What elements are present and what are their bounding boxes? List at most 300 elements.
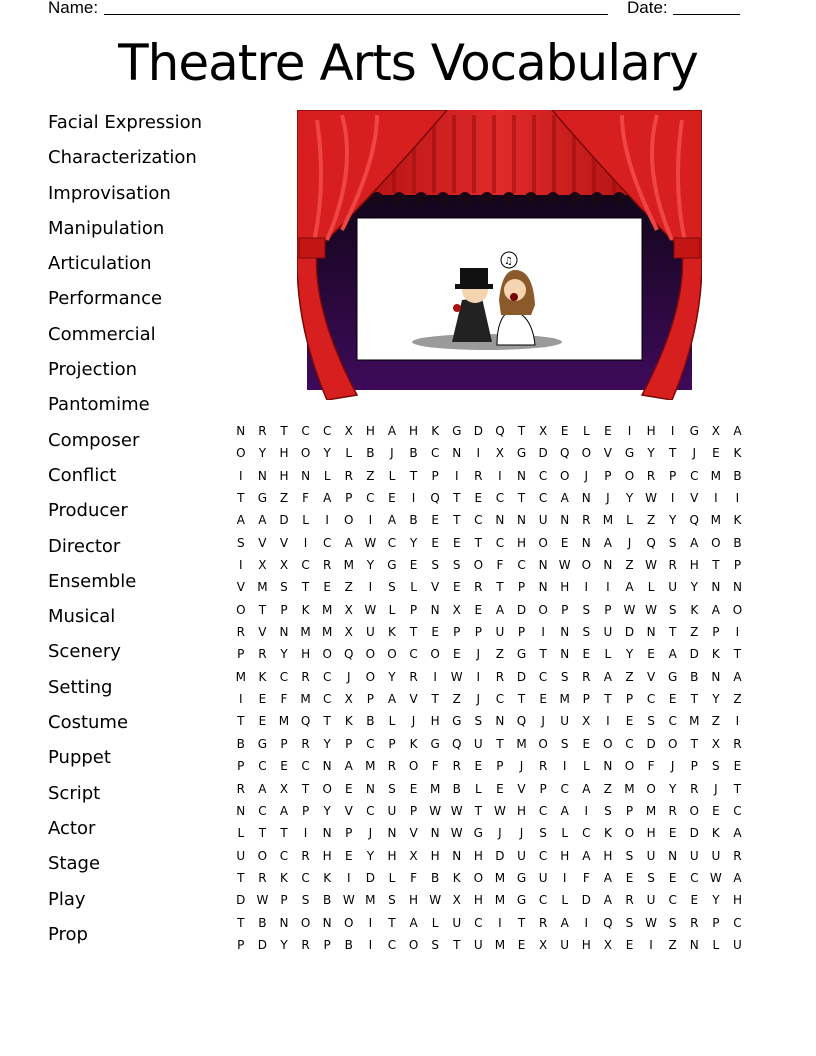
grid-cell[interactable]: I xyxy=(239,558,243,573)
grid-cell[interactable]: Y xyxy=(712,893,720,908)
grid-cell[interactable]: I xyxy=(368,915,373,930)
grid-cell[interactable]: S xyxy=(668,535,677,550)
grid-cell[interactable]: F xyxy=(431,759,439,774)
grid-cell[interactable]: E xyxy=(431,513,439,528)
grid-cell[interactable]: C xyxy=(495,535,505,550)
grid-cell[interactable]: C xyxy=(538,468,548,483)
grid-cell[interactable]: N xyxy=(279,625,289,640)
grid-cell[interactable]: I xyxy=(368,513,373,528)
grid-cell[interactable]: B xyxy=(366,714,375,729)
grid-cell[interactable]: Y xyxy=(409,535,418,550)
grid-cell[interactable]: T xyxy=(453,491,461,506)
grid-cell[interactable]: Y xyxy=(647,446,655,461)
grid-cell[interactable]: I xyxy=(368,580,373,595)
grid-cell[interactable]: X xyxy=(258,558,267,573)
grid-cell[interactable]: A xyxy=(603,669,612,684)
grid-cell[interactable]: L xyxy=(561,826,569,841)
grid-cell[interactable]: O xyxy=(430,647,440,662)
grid-cell[interactable]: S xyxy=(604,803,612,818)
grid-cell[interactable]: M xyxy=(559,692,570,707)
grid-cell[interactable]: O xyxy=(538,602,548,617)
grid-cell[interactable]: Z xyxy=(646,513,656,528)
grid-cell[interactable]: X xyxy=(711,424,720,438)
grid-cell[interactable]: O xyxy=(581,558,592,573)
grid-cell[interactable]: R xyxy=(538,759,548,774)
grid-cell[interactable]: T xyxy=(431,692,439,707)
grid-cell[interactable]: T xyxy=(517,915,526,930)
grid-cell[interactable]: A xyxy=(733,424,742,438)
grid-cell[interactable]: E xyxy=(344,848,353,863)
grid-cell[interactable]: R xyxy=(258,870,267,885)
grid-cell[interactable]: D xyxy=(516,669,527,684)
grid-cell[interactable]: G xyxy=(516,446,527,461)
grid-cell[interactable]: I xyxy=(433,669,437,684)
grid-cell[interactable]: A xyxy=(387,424,397,438)
grid-cell[interactable]: N xyxy=(452,446,462,461)
grid-cell[interactable]: G xyxy=(387,558,397,573)
grid-cell[interactable]: X xyxy=(344,625,353,640)
grid-cell[interactable]: U xyxy=(495,625,505,640)
grid-cell[interactable]: C xyxy=(668,893,677,908)
grid-cell[interactable]: E xyxy=(496,781,504,796)
grid-cell[interactable]: D xyxy=(473,424,483,438)
grid-cell[interactable]: C xyxy=(582,826,591,841)
grid-cell[interactable]: E xyxy=(712,803,720,818)
grid-cell[interactable]: E xyxy=(668,692,677,707)
grid-cell[interactable]: Y xyxy=(712,692,720,707)
grid-cell[interactable]: D xyxy=(279,513,289,528)
grid-cell[interactable]: J xyxy=(670,759,675,774)
grid-cell[interactable]: E xyxy=(474,491,483,506)
grid-cell[interactable]: C xyxy=(322,424,332,438)
grid-cell[interactable]: R xyxy=(733,848,742,863)
grid-cell[interactable]: X xyxy=(603,937,612,952)
grid-cell[interactable]: L xyxy=(323,468,331,483)
grid-cell[interactable]: R xyxy=(409,669,418,684)
grid-cell[interactable]: M xyxy=(343,558,354,573)
grid-cell[interactable]: K xyxy=(733,446,742,461)
grid-cell[interactable]: P xyxy=(496,759,504,774)
grid-cell[interactable]: Z xyxy=(452,692,461,707)
grid-cell[interactable]: H xyxy=(603,848,613,863)
grid-cell[interactable]: C xyxy=(538,669,548,684)
grid-cell[interactable]: C xyxy=(301,558,310,573)
grid-cell[interactable]: K xyxy=(733,513,742,528)
grid-cell[interactable]: O xyxy=(344,915,354,930)
grid-cell[interactable]: V xyxy=(258,535,267,550)
grid-cell[interactable]: R xyxy=(301,848,310,863)
grid-cell[interactable]: P xyxy=(345,491,353,506)
grid-cell[interactable]: E xyxy=(409,781,418,796)
grid-cell[interactable]: A xyxy=(560,915,569,930)
grid-cell[interactable]: M xyxy=(710,468,722,483)
grid-cell[interactable]: E xyxy=(258,692,267,707)
grid-cell[interactable]: J xyxy=(411,714,416,729)
grid-cell[interactable]: E xyxy=(409,558,418,573)
grid-cell[interactable]: R xyxy=(625,893,634,908)
grid-cell[interactable]: Q xyxy=(495,424,505,438)
grid-cell[interactable]: W xyxy=(429,803,442,818)
date-blank-line[interactable] xyxy=(673,14,740,15)
grid-cell[interactable]: M xyxy=(321,625,333,640)
grid-cell[interactable]: L xyxy=(388,468,396,483)
grid-cell[interactable]: A xyxy=(690,535,699,550)
grid-cell[interactable]: Y xyxy=(280,647,288,662)
grid-cell[interactable]: C xyxy=(258,803,267,818)
grid-cell[interactable]: I xyxy=(670,424,675,438)
grid-cell[interactable]: H xyxy=(732,893,742,908)
grid-cell[interactable]: T xyxy=(237,870,245,885)
grid-cell[interactable]: I xyxy=(498,468,502,483)
grid-cell[interactable]: N xyxy=(495,714,505,729)
grid-cell[interactable]: N xyxy=(603,759,613,774)
grid-cell[interactable]: M xyxy=(516,736,527,751)
grid-cell[interactable]: E xyxy=(431,625,439,640)
grid-cell[interactable]: F xyxy=(496,558,504,573)
grid-cell[interactable]: Z xyxy=(495,647,505,662)
grid-cell[interactable]: C xyxy=(538,893,548,908)
grid-cell[interactable]: S xyxy=(582,625,591,640)
grid-cell[interactable]: B xyxy=(690,669,699,684)
grid-cell[interactable]: C xyxy=(668,714,677,729)
grid-cell[interactable]: Z xyxy=(625,669,634,684)
grid-cell[interactable]: D xyxy=(689,647,699,662)
grid-cell[interactable]: O xyxy=(559,468,570,483)
grid-cell[interactable]: T xyxy=(539,647,547,662)
grid-cell[interactable]: Z xyxy=(603,781,612,796)
grid-cell[interactable]: A xyxy=(603,893,612,908)
grid-cell[interactable]: R xyxy=(236,625,245,640)
grid-cell[interactable]: U xyxy=(452,915,462,930)
grid-cell[interactable]: W xyxy=(645,602,658,617)
grid-cell[interactable]: G xyxy=(624,446,635,461)
grid-cell[interactable]: D xyxy=(236,893,246,908)
grid-cell[interactable]: H xyxy=(646,826,656,841)
grid-cell[interactable]: Y xyxy=(388,669,396,684)
grid-cell[interactable]: I xyxy=(476,446,481,461)
grid-cell[interactable]: T xyxy=(280,424,288,438)
grid-cell[interactable]: B xyxy=(323,893,332,908)
grid-cell[interactable]: C xyxy=(366,491,375,506)
grid-cell[interactable]: G xyxy=(668,669,678,684)
grid-cell[interactable]: C xyxy=(690,870,699,885)
grid-cell[interactable]: Q xyxy=(689,513,699,528)
grid-cell[interactable]: O xyxy=(236,602,246,617)
grid-cell[interactable]: P xyxy=(453,625,461,640)
grid-cell[interactable]: I xyxy=(584,915,589,930)
grid-cell[interactable]: H xyxy=(301,647,311,662)
grid-cell[interactable]: A xyxy=(387,513,397,528)
grid-cell[interactable]: C xyxy=(517,558,526,573)
grid-cell[interactable]: R xyxy=(301,736,310,751)
grid-cell[interactable]: S xyxy=(236,535,245,550)
grid-cell[interactable]: D xyxy=(689,826,699,841)
grid-cell[interactable]: I xyxy=(584,803,589,818)
grid-cell[interactable]: E xyxy=(452,580,461,595)
grid-cell[interactable]: X xyxy=(582,714,591,729)
grid-cell[interactable]: I xyxy=(239,692,243,707)
grid-cell[interactable]: M xyxy=(300,692,311,707)
grid-cell[interactable]: P xyxy=(604,602,612,617)
grid-cell[interactable]: O xyxy=(365,647,376,662)
grid-cell[interactable]: T xyxy=(237,714,245,729)
grid-cell[interactable]: K xyxy=(323,870,332,885)
grid-cell[interactable]: P xyxy=(582,692,590,707)
grid-cell[interactable]: H xyxy=(689,558,699,573)
grid-cell[interactable]: E xyxy=(431,535,439,550)
grid-cell[interactable]: F xyxy=(302,491,310,506)
grid-cell[interactable]: A xyxy=(236,513,245,528)
grid-cell[interactable]: S xyxy=(388,893,396,908)
grid-cell[interactable]: G xyxy=(257,736,268,751)
grid-cell[interactable]: I xyxy=(411,491,416,506)
grid-cell[interactable]: T xyxy=(453,513,461,528)
grid-cell[interactable]: Z xyxy=(690,625,699,640)
grid-cell[interactable]: C xyxy=(538,491,548,506)
grid-cell[interactable]: A xyxy=(387,692,397,707)
grid-cell[interactable]: R xyxy=(301,937,310,952)
grid-cell[interactable]: A xyxy=(668,647,677,662)
grid-cell[interactable]: W xyxy=(645,491,658,506)
grid-cell[interactable]: A xyxy=(258,781,267,796)
grid-cell[interactable]: Y xyxy=(366,848,375,863)
grid-cell[interactable]: P xyxy=(388,736,396,751)
grid-cell[interactable]: Q xyxy=(646,535,656,550)
grid-cell[interactable]: M xyxy=(624,781,635,796)
grid-cell[interactable]: K xyxy=(431,424,440,438)
grid-cell[interactable]: V xyxy=(409,692,418,707)
grid-cell[interactable]: H xyxy=(517,803,527,818)
grid-cell[interactable]: O xyxy=(408,937,419,952)
grid-cell[interactable]: G xyxy=(452,714,462,729)
grid-cell[interactable]: R xyxy=(690,781,699,796)
grid-cell[interactable]: W xyxy=(429,893,442,908)
grid-cell[interactable]: S xyxy=(625,915,634,930)
grid-cell[interactable]: W xyxy=(256,893,269,908)
grid-cell[interactable]: A xyxy=(733,870,742,885)
grid-cell[interactable]: C xyxy=(646,692,656,707)
grid-cell[interactable]: I xyxy=(735,714,740,729)
grid-cell[interactable]: Z xyxy=(711,714,720,729)
grid-cell[interactable]: S xyxy=(560,669,569,684)
grid-cell[interactable]: U xyxy=(365,625,375,640)
grid-cell[interactable]: V xyxy=(409,826,418,841)
grid-cell[interactable]: C xyxy=(409,647,418,662)
grid-cell[interactable]: G xyxy=(516,893,527,908)
name-blank-line[interactable] xyxy=(104,14,608,15)
grid-cell[interactable]: E xyxy=(668,826,677,841)
grid-cell[interactable]: S xyxy=(712,759,720,774)
grid-cell[interactable]: R xyxy=(646,468,656,483)
grid-cell[interactable]: W xyxy=(450,826,463,841)
grid-cell[interactable]: S xyxy=(388,580,396,595)
grid-cell[interactable]: O xyxy=(344,513,354,528)
grid-cell[interactable]: O xyxy=(322,781,332,796)
grid-cell[interactable]: K xyxy=(711,826,720,841)
grid-cell[interactable]: P xyxy=(237,759,245,774)
grid-cell[interactable]: L xyxy=(345,446,353,461)
grid-cell[interactable]: N xyxy=(668,848,678,863)
grid-cell[interactable]: E xyxy=(560,535,569,550)
grid-cell[interactable]: X xyxy=(538,424,548,438)
grid-cell[interactable]: R xyxy=(387,759,397,774)
grid-cell[interactable]: I xyxy=(346,870,351,885)
grid-cell[interactable]: L xyxy=(561,893,569,908)
grid-cell[interactable]: H xyxy=(517,535,527,550)
grid-cell[interactable]: R xyxy=(258,424,267,438)
grid-cell[interactable]: I xyxy=(714,491,718,506)
grid-cell[interactable]: B xyxy=(733,468,742,483)
grid-cell[interactable]: L xyxy=(410,580,417,595)
grid-cell[interactable]: X xyxy=(409,848,418,863)
grid-cell[interactable]: O xyxy=(300,915,311,930)
grid-cell[interactable]: K xyxy=(258,669,267,684)
grid-cell[interactable]: B xyxy=(431,870,440,885)
grid-cell[interactable]: T xyxy=(690,692,698,707)
grid-cell[interactable]: O xyxy=(387,647,397,662)
grid-cell[interactable]: T xyxy=(474,803,482,818)
grid-cell[interactable]: T xyxy=(453,937,461,952)
grid-cell[interactable]: N xyxy=(603,558,613,573)
grid-cell[interactable]: I xyxy=(498,915,502,930)
grid-cell[interactable]: O xyxy=(624,468,635,483)
grid-cell[interactable]: S xyxy=(582,602,591,617)
grid-cell[interactable]: H xyxy=(646,424,656,438)
grid-cell[interactable]: C xyxy=(560,781,569,796)
grid-cell[interactable]: R xyxy=(495,669,505,684)
grid-cell[interactable]: A xyxy=(344,759,353,774)
grid-cell[interactable]: A xyxy=(344,535,353,550)
grid-cell[interactable]: N xyxy=(430,602,440,617)
grid-cell[interactable]: K xyxy=(301,602,310,617)
grid-cell[interactable]: T xyxy=(517,692,526,707)
grid-cell[interactable]: J xyxy=(476,647,481,662)
grid-cell[interactable]: I xyxy=(670,491,675,506)
grid-cell[interactable]: P xyxy=(690,759,698,774)
grid-cell[interactable]: Y xyxy=(323,803,331,818)
grid-cell[interactable]: S xyxy=(647,714,655,729)
grid-cell[interactable]: Y xyxy=(669,781,677,796)
grid-cell[interactable]: U xyxy=(646,848,656,863)
grid-cell[interactable]: N xyxy=(236,424,246,438)
grid-cell[interactable]: Q xyxy=(559,446,570,461)
grid-cell[interactable]: U xyxy=(473,937,483,952)
grid-cell[interactable]: J xyxy=(476,692,481,707)
grid-cell[interactable]: N xyxy=(538,580,548,595)
grid-cell[interactable]: C xyxy=(690,468,699,483)
grid-cell[interactable]: M xyxy=(494,893,506,908)
grid-cell[interactable]: T xyxy=(669,446,677,461)
grid-cell[interactable]: O xyxy=(473,870,484,885)
grid-cell[interactable]: K xyxy=(711,647,720,662)
grid-cell[interactable]: M xyxy=(645,803,657,818)
grid-cell[interactable]: O xyxy=(603,736,613,751)
grid-cell[interactable]: U xyxy=(473,736,483,751)
grid-cell[interactable]: N xyxy=(732,580,742,595)
grid-cell[interactable]: P xyxy=(280,602,288,617)
grid-cell[interactable]: N xyxy=(452,848,462,863)
grid-cell[interactable]: R xyxy=(452,759,461,774)
grid-cell[interactable]: S xyxy=(280,580,288,595)
grid-cell[interactable]: T xyxy=(604,692,612,707)
grid-cell[interactable]: P xyxy=(539,781,547,796)
grid-cell[interactable]: P xyxy=(625,692,634,707)
grid-cell[interactable]: E xyxy=(604,424,612,438)
grid-cell[interactable]: X xyxy=(279,781,289,796)
grid-cell[interactable]: C xyxy=(430,446,440,461)
grid-cell[interactable]: N xyxy=(560,513,570,528)
grid-cell[interactable]: O xyxy=(624,759,635,774)
grid-cell[interactable]: T xyxy=(690,736,698,751)
grid-cell[interactable]: Q xyxy=(603,915,613,930)
grid-cell[interactable]: Y xyxy=(690,580,698,595)
grid-cell[interactable]: N xyxy=(711,580,721,595)
grid-cell[interactable]: C xyxy=(625,736,634,751)
grid-cell[interactable]: C xyxy=(301,424,310,438)
grid-cell[interactable]: B xyxy=(452,781,461,796)
grid-cell[interactable]: Q xyxy=(300,714,311,729)
grid-cell[interactable]: C xyxy=(495,491,505,506)
grid-cell[interactable]: H xyxy=(430,848,440,863)
grid-cell[interactable]: U xyxy=(711,848,721,863)
grid-cell[interactable]: H xyxy=(322,848,332,863)
grid-cell[interactable]: P xyxy=(431,468,439,483)
grid-cell[interactable]: L xyxy=(647,580,655,595)
grid-cell[interactable]: H xyxy=(365,424,375,438)
grid-cell[interactable]: O xyxy=(732,602,743,617)
grid-cell[interactable]: A xyxy=(258,513,267,528)
grid-cell[interactable]: C xyxy=(366,736,375,751)
grid-cell[interactable]: N xyxy=(387,826,397,841)
grid-cell[interactable]: O xyxy=(365,669,376,684)
grid-cell[interactable]: P xyxy=(604,468,612,483)
grid-cell[interactable]: X xyxy=(711,736,720,751)
grid-cell[interactable]: E xyxy=(582,736,591,751)
grid-cell[interactable]: N xyxy=(711,669,721,684)
grid-cell[interactable]: E xyxy=(323,580,331,595)
grid-cell[interactable]: E xyxy=(258,714,267,729)
grid-cell[interactable]: D xyxy=(646,736,656,751)
grid-cell[interactable]: P xyxy=(625,803,634,818)
grid-cell[interactable]: X xyxy=(279,558,289,573)
grid-cell[interactable]: E xyxy=(474,759,483,774)
grid-cell[interactable]: D xyxy=(624,625,635,640)
grid-cell[interactable]: W xyxy=(645,558,658,573)
grid-cell[interactable]: R xyxy=(668,803,677,818)
grid-cell[interactable]: C xyxy=(301,759,310,774)
grid-cell[interactable]: I xyxy=(562,870,567,885)
grid-cell[interactable]: P xyxy=(280,893,288,908)
grid-cell[interactable]: J xyxy=(346,669,351,684)
grid-cell[interactable]: N xyxy=(322,826,332,841)
grid-cell[interactable]: P xyxy=(474,625,482,640)
grid-cell[interactable]: M xyxy=(235,669,246,684)
grid-cell[interactable]: L xyxy=(474,781,482,796)
grid-cell[interactable]: S xyxy=(452,558,461,573)
grid-cell[interactable]: C xyxy=(495,692,505,707)
grid-cell[interactable]: Y xyxy=(669,513,677,528)
grid-cell[interactable]: S xyxy=(431,558,439,573)
grid-cell[interactable]: U xyxy=(603,625,613,640)
grid-cell[interactable]: I xyxy=(562,759,567,774)
grid-cell[interactable]: T xyxy=(496,736,504,751)
grid-cell[interactable]: C xyxy=(474,513,483,528)
grid-cell[interactable]: M xyxy=(689,714,700,729)
grid-cell[interactable]: F xyxy=(582,870,590,885)
grid-cell[interactable]: Y xyxy=(323,736,331,751)
grid-cell[interactable]: S xyxy=(431,937,439,952)
grid-cell[interactable]: M xyxy=(494,937,506,952)
